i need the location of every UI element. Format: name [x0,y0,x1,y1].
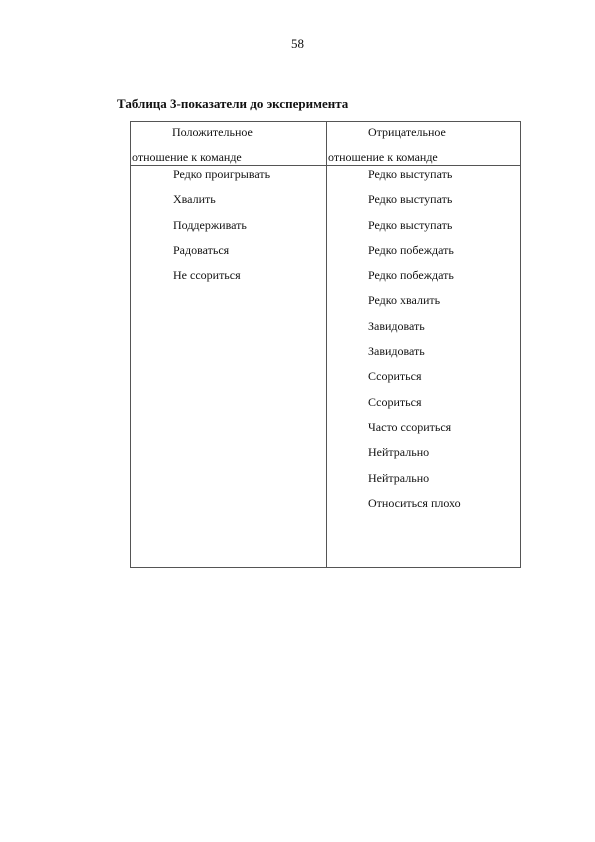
page-number: 58 [291,36,304,51]
list-item: Часто ссориться [368,419,452,434]
list-item: Редко хвалить [368,293,441,308]
list-item: Редко выступать [368,167,453,181]
header-negative-line2: отношение к команде [328,150,438,164]
list-item: Ссориться [368,369,422,384]
list-item: Редко побеждать [368,242,454,257]
list-item: Радоваться [173,242,230,257]
list-item: Редко проигрывать [173,167,271,181]
header-negative-line1: Отрицательное [368,125,446,139]
list-item: Нейтрально [368,470,430,485]
list-item: Редко побеждать [368,268,454,283]
header-divider [131,165,520,166]
list-item: Завидовать [368,318,425,333]
header-negative [327,122,521,165]
list-item: Относиться плохо [368,495,461,510]
list-item: Хвалить [173,192,216,207]
list-item: Завидовать [368,344,425,359]
table-caption: Таблица 3-показатели до эксперимента [117,96,349,111]
positive-list [173,167,270,293]
data-table [130,121,521,568]
header-positive [131,122,326,165]
list-item: Ссориться [368,394,422,409]
header-positive-line1: Положительное [172,125,253,139]
column-divider [326,122,327,567]
header-positive-line2: отношение к команде [132,150,242,164]
list-item: Не ссориться [173,268,241,283]
list-item: Поддерживать [173,217,247,232]
list-item: Редко выступать [368,192,453,207]
list-item: Нейтрально [368,445,430,460]
list-item: Редко выступать [368,217,453,232]
negative-list [368,167,461,521]
